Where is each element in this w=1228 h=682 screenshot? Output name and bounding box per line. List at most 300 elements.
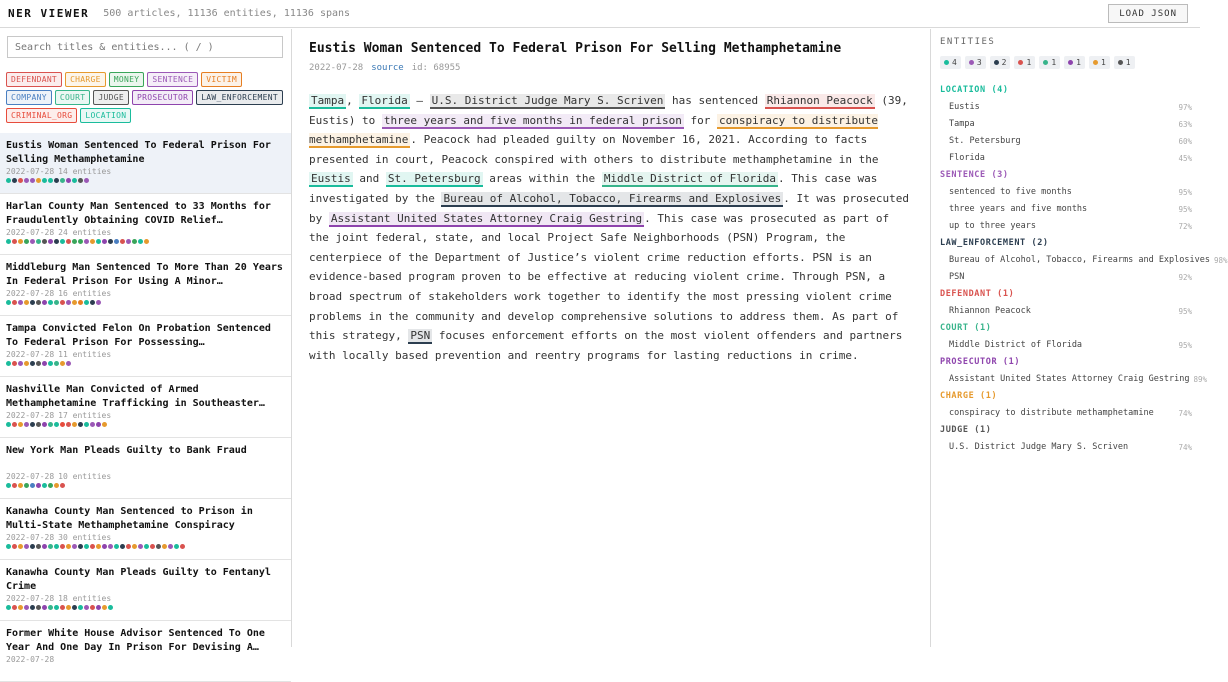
document-text: . This case was investigated by the xyxy=(309,172,878,205)
entity-dot xyxy=(126,239,131,244)
entity-confidence: 92% xyxy=(1178,273,1192,282)
entity-dot xyxy=(144,239,149,244)
entity-group-heading: PROSECUTOR (1) xyxy=(940,357,1021,367)
entity-dot xyxy=(18,422,23,427)
filter-chip-judge[interactable]: JUDGE xyxy=(93,90,129,105)
entity-dot xyxy=(144,544,149,549)
entity-dot xyxy=(90,422,95,427)
entity-count: 4 xyxy=(952,58,957,67)
entities-heading: ENTITIES xyxy=(940,37,996,47)
article-meta xyxy=(6,594,285,604)
entity-dot xyxy=(66,300,71,305)
entity-dot xyxy=(156,544,161,549)
entity-count-badge[interactable] xyxy=(1014,56,1035,69)
entity-summary xyxy=(940,56,1200,69)
article-meta xyxy=(6,289,285,299)
article-list-item[interactable] xyxy=(0,316,291,377)
entity-name: three years and five months xyxy=(949,204,1088,214)
entity-dot xyxy=(48,239,53,244)
entity-dot xyxy=(36,544,41,549)
entity-dot xyxy=(18,178,23,183)
entity-dot xyxy=(12,605,17,610)
entity-dot xyxy=(24,239,29,244)
article-entity-count: 24 entities xyxy=(58,228,112,237)
entity-dots xyxy=(6,483,285,488)
entities-panel xyxy=(932,29,1228,647)
entity-dot xyxy=(174,544,179,549)
entity-dots xyxy=(6,300,285,305)
document-text: . This case was prosecuted as part of the joint federal, state, and local Project Safe Neighborhoods (PSN) Program, the centerpiece of the Department of Justice’s violent crime reduction efforts. PSN is an evidence-based program proven to be effective at reducing violent crime. Through PSN, a broad spectrum of stakeholders work together to identify the most pressing violent crime problems in the community and develop comprehensive solutions to address them. As part of this strategy, xyxy=(309,211,899,343)
article-meta xyxy=(6,228,285,238)
entity-dot xyxy=(24,361,29,366)
entity-count-badge[interactable] xyxy=(1039,56,1060,69)
entity-dot xyxy=(42,361,47,366)
entity-dot xyxy=(60,605,65,610)
entity-dot xyxy=(42,422,47,427)
article-list-item[interactable] xyxy=(0,255,291,316)
entity-span-sentence[interactable]: three years and five months in federal prison xyxy=(383,113,682,127)
entity-dot xyxy=(12,300,17,305)
article-list-item[interactable] xyxy=(0,133,291,194)
article-entity-count: 16 entities xyxy=(58,289,112,298)
entity-dot xyxy=(30,422,35,427)
entity-name: Bureau of Alcohol, Tobacco, Firearms and Explosives xyxy=(949,255,1210,265)
filter-chip-location[interactable]: LOCATION xyxy=(80,108,131,123)
article-entity-count: 18 entities xyxy=(58,594,112,603)
entity-span-defendant[interactable]: Rhiannon Peacock xyxy=(766,94,873,107)
filter-chip-court[interactable]: COURT xyxy=(55,90,91,105)
entity-count: 1 xyxy=(1100,58,1106,67)
entity-dot xyxy=(60,544,65,549)
entity-dot xyxy=(12,239,17,244)
document-text: focuses enforcement efforts on the most violent offenders and partners with locally based prevention and reentry programs for lasting reductions in crime. xyxy=(309,329,903,362)
entity-dot xyxy=(42,239,47,244)
entity-dot xyxy=(36,239,41,244)
entity-dot xyxy=(48,544,53,549)
document-text: (39, Eustis) to xyxy=(309,94,908,127)
entity-name: St. Petersburg xyxy=(949,136,1021,146)
entity-dot xyxy=(36,422,41,427)
entity-span-court[interactable]: Middle District of Florida xyxy=(603,172,776,186)
entity-dot xyxy=(24,422,29,427)
entity-type-dot xyxy=(1093,60,1098,65)
entity-dot xyxy=(18,544,23,549)
entity-item[interactable] xyxy=(940,337,1200,354)
filter-chip-prosecutor[interactable]: PROSECUTOR xyxy=(132,90,193,105)
entity-dot xyxy=(114,239,119,244)
entity-dot xyxy=(54,483,59,488)
entity-item[interactable] xyxy=(940,405,1200,422)
entity-dot xyxy=(6,605,11,610)
article-list-item[interactable] xyxy=(0,377,291,438)
article-list-item[interactable] xyxy=(0,499,291,560)
entity-dot xyxy=(12,178,17,183)
article-title: Kanawha County Man Sentenced to Prison in Multi-State Methamphetamine Conspiracy xyxy=(6,506,253,531)
entity-dot xyxy=(24,605,29,610)
entity-span-location[interactable]: Tampa xyxy=(311,94,345,107)
document-text: , xyxy=(346,94,360,107)
entity-name: Middle District of Florida xyxy=(949,340,1083,350)
entity-name: Rhiannon Peacock xyxy=(949,306,1031,316)
entity-dot xyxy=(12,483,17,488)
entity-dot xyxy=(66,361,71,366)
entity-dot xyxy=(168,544,173,549)
entity-count: 3 xyxy=(976,58,982,67)
entity-dot xyxy=(12,361,17,366)
document-title: Eustis Woman Sentenced To Federal Prison For Selling Methamphetamine xyxy=(309,41,842,56)
entity-dot xyxy=(84,178,89,183)
entity-dot xyxy=(108,605,113,610)
entity-name: up to three years xyxy=(949,221,1036,231)
entity-dot xyxy=(24,483,29,488)
entity-count-badge[interactable] xyxy=(940,56,961,69)
entity-dot xyxy=(78,239,83,244)
entity-dot xyxy=(66,178,71,183)
entity-count: 1 xyxy=(1125,58,1131,67)
entity-dot xyxy=(78,422,83,427)
entity-count-badge[interactable] xyxy=(1089,56,1110,69)
entity-item[interactable] xyxy=(940,269,1200,286)
entity-dot xyxy=(42,178,47,183)
entity-dot xyxy=(78,605,83,610)
entity-dot xyxy=(96,300,101,305)
article-title: Tampa Convicted Felon On Probation Sentenced To Federal Prison For Possessing… xyxy=(6,323,271,348)
entity-dot xyxy=(60,178,65,183)
entity-dot xyxy=(90,605,95,610)
filter-chip-money[interactable]: MONEY xyxy=(109,72,145,87)
entity-item[interactable] xyxy=(940,371,1208,388)
entity-confidence: 89% xyxy=(1193,375,1208,384)
entity-dot xyxy=(30,178,35,183)
document-date: 2022-07-28 xyxy=(309,63,364,73)
entity-dot xyxy=(108,544,113,549)
entity-dot xyxy=(102,239,107,244)
entity-item[interactable] xyxy=(940,133,1200,150)
entity-dot xyxy=(18,483,23,488)
entity-dot xyxy=(6,178,11,183)
entity-dot xyxy=(12,422,17,427)
entity-item[interactable] xyxy=(940,201,1200,218)
entity-dot xyxy=(78,300,83,305)
entity-dot xyxy=(54,544,59,549)
entity-group-heading: SENTENCE (3) xyxy=(940,170,1009,180)
entity-dots xyxy=(6,422,285,427)
entity-type-dot xyxy=(1068,60,1073,65)
entity-dot xyxy=(42,483,47,488)
article-date: 2022-07-28 xyxy=(6,472,55,481)
filter-chip-defendant[interactable]: DEFENDANT xyxy=(6,72,62,87)
document-text: has sentenced xyxy=(665,94,765,107)
entity-type-dot xyxy=(969,60,974,65)
entity-dot xyxy=(150,544,155,549)
entity-dot xyxy=(30,605,35,610)
entity-dot xyxy=(18,300,23,305)
entity-dot xyxy=(120,239,125,244)
entity-dot xyxy=(54,239,59,244)
entity-dot xyxy=(60,239,65,244)
article-meta xyxy=(6,350,285,360)
document-view xyxy=(293,29,931,647)
entity-dot xyxy=(48,300,53,305)
entity-span-law-enforcement[interactable]: Bureau of Alcohol, Tobacco, Firearms and Explosives xyxy=(443,191,782,205)
entity-dot xyxy=(18,605,23,610)
entity-dot xyxy=(36,483,41,488)
entity-dot xyxy=(138,239,143,244)
search-input[interactable] xyxy=(7,36,283,58)
entity-dot xyxy=(72,544,77,549)
entity-group-heading: COURT (1) xyxy=(940,323,992,333)
source-link[interactable]: source xyxy=(371,63,404,73)
article-entity-count: 14 entities xyxy=(58,167,112,176)
entity-dot xyxy=(66,239,71,244)
entity-dot xyxy=(24,178,29,183)
entity-dot xyxy=(90,544,95,549)
entity-dot xyxy=(72,605,77,610)
article-meta xyxy=(6,472,285,482)
entity-item[interactable] xyxy=(940,184,1200,201)
entity-type-dot xyxy=(1018,60,1023,65)
filter-chip-victim[interactable]: VICTIM xyxy=(201,72,242,87)
entity-count-badge[interactable] xyxy=(1064,56,1085,69)
entity-dots xyxy=(6,544,285,549)
document-text: . It was prosecuted by xyxy=(309,191,910,225)
top-bar xyxy=(0,0,1200,28)
article-entity-count: 17 entities xyxy=(58,411,112,420)
entity-dot xyxy=(30,544,35,549)
entity-dot xyxy=(24,300,29,305)
article-meta xyxy=(6,533,285,543)
entity-dot xyxy=(30,300,35,305)
document-text: and xyxy=(352,172,386,186)
entity-confidence: 95% xyxy=(1178,307,1192,316)
entity-dot xyxy=(84,605,89,610)
entity-dots xyxy=(6,239,285,244)
entity-item[interactable] xyxy=(940,218,1200,235)
entity-count: 1 xyxy=(1076,58,1081,67)
entity-dot xyxy=(90,239,95,244)
entity-dot xyxy=(48,178,53,183)
entity-dots xyxy=(6,361,285,366)
entity-dot xyxy=(30,239,35,244)
entity-span-location[interactable]: Florida xyxy=(361,94,408,107)
article-date: 2022-07-28 xyxy=(6,594,55,603)
document-meta xyxy=(309,63,914,73)
filter-chip-charge[interactable]: CHARGE xyxy=(65,72,106,87)
entity-dot xyxy=(18,361,23,366)
entity-count-badge[interactable] xyxy=(1114,56,1135,69)
entity-group-heading: CHARGE (1) xyxy=(940,391,998,401)
entity-dot xyxy=(120,544,125,549)
entity-dot xyxy=(114,544,119,549)
entity-confidence: 72% xyxy=(1178,222,1192,231)
entity-dot xyxy=(108,239,113,244)
entity-dot xyxy=(132,239,137,244)
entity-dot xyxy=(72,422,77,427)
entity-confidence: 95% xyxy=(1178,205,1192,214)
entity-dot xyxy=(42,544,47,549)
entity-group-heading: LOCATION (4) xyxy=(940,85,1009,95)
entity-dot xyxy=(54,605,59,610)
article-list-item[interactable] xyxy=(0,194,291,255)
entity-confidence: 45% xyxy=(1178,154,1192,163)
article-title: Kanawha County Man Pleads Guilty to Fentanyl Crime xyxy=(6,567,271,592)
article-meta xyxy=(6,655,285,665)
article-entity-count: 11 entities xyxy=(58,350,112,359)
entity-dot xyxy=(126,544,131,549)
entity-name: PSN xyxy=(949,272,965,282)
entity-span-law-enforcement[interactable]: PSN xyxy=(410,329,431,343)
article-list xyxy=(0,133,291,682)
article-date: 2022-07-28 xyxy=(6,167,55,176)
entity-count-badge[interactable] xyxy=(990,56,1011,69)
entity-dot xyxy=(36,300,41,305)
article-date: 2022-07-28 xyxy=(6,655,55,664)
entity-type-dot xyxy=(1118,60,1123,65)
article-sidebar xyxy=(0,29,292,664)
entity-span-prosecutor[interactable]: Assistant United States Attorney Craig Gestring xyxy=(330,211,643,225)
entity-item[interactable] xyxy=(940,252,1228,269)
entity-dot xyxy=(36,605,41,610)
entity-dot xyxy=(180,544,185,549)
article-title: Nashville Man Convicted of Armed Methamphetamine Trafficking in Southeaster… xyxy=(6,384,265,409)
article-list-item[interactable] xyxy=(0,560,291,621)
entity-dot xyxy=(84,239,89,244)
app-title: NER VIEWER xyxy=(8,7,90,20)
entity-dot xyxy=(6,422,11,427)
entity-count: 1 xyxy=(1026,58,1032,67)
entity-type-dot xyxy=(944,60,949,65)
entity-dot xyxy=(18,239,23,244)
entity-name: Florida xyxy=(949,153,985,163)
entity-dot xyxy=(48,483,53,488)
entity-name: Tampa xyxy=(949,119,975,129)
article-date: 2022-07-28 xyxy=(6,289,55,298)
entity-dot xyxy=(72,300,77,305)
entity-count: 2 xyxy=(1001,58,1007,67)
entity-dot xyxy=(96,605,101,610)
filter-chip-law-enforcement[interactable]: LAW_ENFORCEMENT xyxy=(196,90,283,105)
entity-type-filters xyxy=(6,72,288,123)
entity-dot xyxy=(96,544,101,549)
entity-dot xyxy=(60,300,65,305)
entity-dot xyxy=(6,300,11,305)
entity-name: U.S. District Judge Mary S. Scriven xyxy=(949,442,1129,452)
entity-dot xyxy=(132,544,137,549)
entity-type-dot xyxy=(994,60,999,65)
entity-dots xyxy=(6,605,285,610)
entity-dot xyxy=(24,544,29,549)
entity-confidence: 95% xyxy=(1178,188,1192,197)
entity-confidence: 97% xyxy=(1178,103,1192,112)
entity-confidence: 95% xyxy=(1178,341,1192,350)
entity-dot xyxy=(54,422,59,427)
entity-type-dot xyxy=(1043,60,1048,65)
entity-item[interactable] xyxy=(940,116,1200,133)
entity-dot xyxy=(78,178,83,183)
article-date: 2022-07-28 xyxy=(6,350,55,359)
entity-confidence: 74% xyxy=(1178,443,1192,452)
entity-dot xyxy=(90,300,95,305)
entity-dot xyxy=(48,361,53,366)
entity-name: sentenced to five months xyxy=(949,187,1072,197)
entity-dot xyxy=(36,361,41,366)
entity-group-heading: JUDGE (1) xyxy=(940,425,992,435)
entity-item[interactable] xyxy=(940,303,1200,320)
entity-dot xyxy=(48,422,53,427)
entity-dot xyxy=(66,544,71,549)
article-meta xyxy=(6,167,285,177)
entity-name: Assistant United States Attorney Craig Gestring xyxy=(949,374,1190,384)
entity-dot xyxy=(72,178,77,183)
entity-span-judge[interactable]: U.S. District Judge Mary S. Scriven xyxy=(431,94,664,107)
entity-dot xyxy=(102,605,107,610)
article-list-item[interactable] xyxy=(0,621,291,682)
entity-dot xyxy=(138,544,143,549)
article-entity-count: 10 entities xyxy=(58,472,112,481)
entity-item[interactable] xyxy=(940,150,1200,167)
entity-dot xyxy=(12,544,17,549)
entity-span-location[interactable]: St. Petersburg xyxy=(387,172,481,186)
entity-item[interactable] xyxy=(940,439,1200,456)
entity-dot xyxy=(30,483,35,488)
entity-dots xyxy=(6,178,285,183)
entity-dot xyxy=(60,422,65,427)
entity-name: conspiracy to distribute methamphetamine xyxy=(949,408,1154,418)
filter-chip-company[interactable]: COMPANY xyxy=(6,90,52,105)
entity-count-badge[interactable] xyxy=(965,56,986,69)
entity-dot xyxy=(36,178,41,183)
entity-dot xyxy=(30,361,35,366)
document-text: – xyxy=(409,94,430,107)
entity-confidence: 74% xyxy=(1178,409,1192,418)
entity-confidence: 63% xyxy=(1178,120,1192,129)
entity-item[interactable] xyxy=(940,99,1200,116)
article-title: Middleburg Man Sentenced To More Than 20 Years In Federal Prison For Using A Minor… xyxy=(6,262,283,287)
filter-chip-sentence[interactable]: SENTENCE xyxy=(147,72,198,87)
article-list-item[interactable] xyxy=(0,438,291,499)
article-meta xyxy=(6,411,285,421)
document-text: . Peacock had pleaded guilty on November 16, 2021. According to facts presented in court, Peacock conspired with others to distribute methamphetamine in the xyxy=(309,133,879,166)
entity-dot xyxy=(6,361,11,366)
article-date: 2022-07-28 xyxy=(6,411,55,420)
entity-span-charge[interactable]: conspiracy to distribute methamphetamine xyxy=(309,113,878,147)
entity-dot xyxy=(54,178,59,183)
entity-dot xyxy=(102,422,107,427)
entity-dot xyxy=(54,300,59,305)
entity-dot xyxy=(42,605,47,610)
entity-dot xyxy=(96,422,101,427)
entity-dot xyxy=(96,239,101,244)
dataset-stats: 500 articles, 11136 entities, 11136 spans xyxy=(103,8,351,19)
entity-dot xyxy=(60,361,65,366)
entity-span-location[interactable]: Eustis xyxy=(311,172,351,186)
entity-dot xyxy=(42,300,47,305)
load-json-button[interactable]: LOAD JSON xyxy=(1108,4,1188,23)
entity-dot xyxy=(54,361,59,366)
article-date: 2022-07-28 xyxy=(6,228,55,237)
entity-dot xyxy=(6,544,11,549)
entity-dot xyxy=(84,422,89,427)
entity-dot xyxy=(102,544,107,549)
article-title: Harlan County Man Sentenced to 33 Months for Fraudulently Obtaining COVID Relief… xyxy=(6,201,271,226)
entity-name: Eustis xyxy=(949,102,980,112)
filter-chip-criminal-org[interactable]: CRIMINAL_ORG xyxy=(6,108,77,123)
document-text: for xyxy=(683,113,717,127)
article-title: New York Man Pleads Guilty to Bank Fraud xyxy=(6,445,247,456)
entity-group-heading: LAW_ENFORCEMENT (2) xyxy=(940,238,1049,248)
entity-dot xyxy=(48,605,53,610)
article-date: 2022-07-28 xyxy=(6,533,55,542)
